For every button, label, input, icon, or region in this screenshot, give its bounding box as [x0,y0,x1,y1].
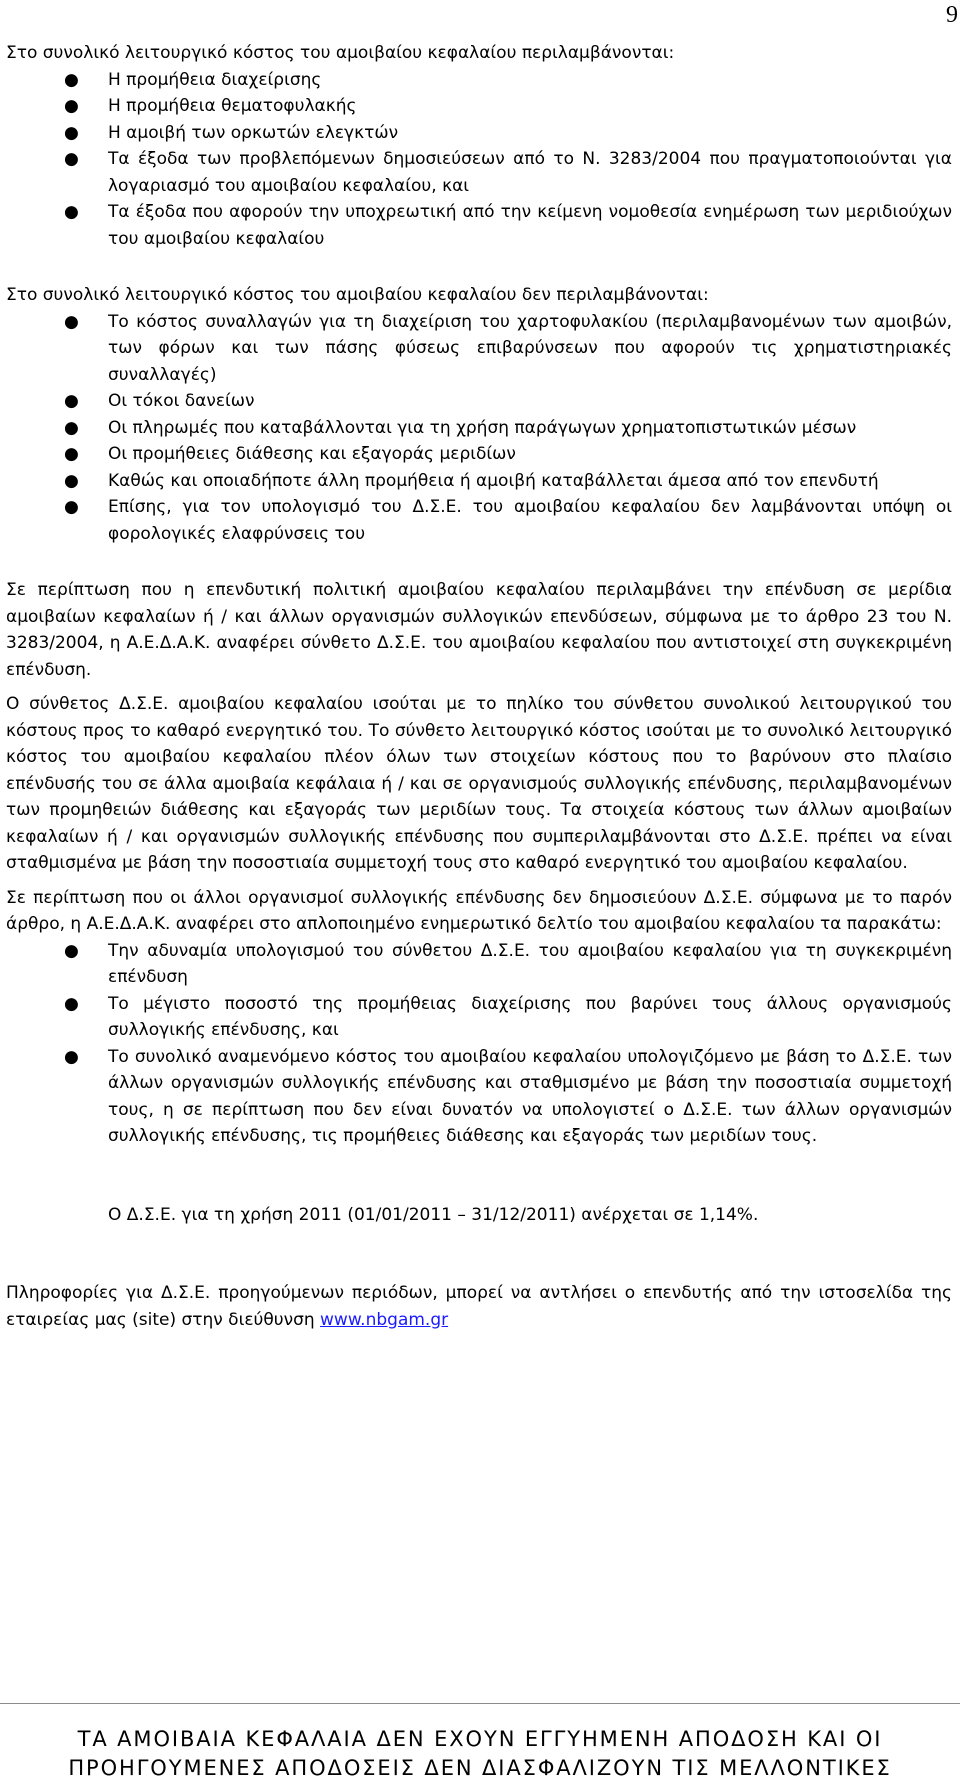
bullet-icon: ● [64,497,79,517]
section3-intro: Σε περίπτωση που οι άλλοι οργανισμοί συλλογικής επένδυσης δεν δημοσιεύουν Δ.Σ.Ε. σύμφωνα με το παρόν άρθρο, η Α.Ε.Δ.Α.Κ. αναφέρει στο απλοποιημένο ενημερωτικό δελτίο του αμοιβαίου κεφαλαίου τα παρακάτω: [6,887,952,934]
bullet-icon: ● [64,122,79,143]
paragraph-fund-of-funds: Σε περίπτωση που η επενδυτική πολιτική αμοιβαίου κεφαλαίου περιλαμβάνει την επένδυση σε μερίδια αμοιβαίων κεφαλαίων ή / και άλλων οργανισμών συλλογικών επενδύσεων, σύμφωνα με το άρθρο 23 του Ν. 3283/2004, η Α.Ε.Δ.Α.Κ. αναφέρει σύνθετο Δ.Σ.Ε. του αμοιβαίου κεφαλαίου που αντιστοιχεί στη συγκεκριμένη επένδυση. [6,580,952,680]
bullet-icon: ● [64,311,79,332]
ter-statement: Ο Δ.Σ.Ε. για τη χρήση 2011 (01/01/2011 – 31/12/2011) ανέρχεται σε 1,14%. [108,1204,759,1225]
bullet-icon: ● [64,417,79,438]
bullet-icon: ● [64,1046,79,1067]
bullet-icon: ● [64,202,79,222]
section2-intro: Στο συνολικό λειτουργικό κόστος του αμοιβαίου κεφαλαίου δεν περιλαμβάνονται: [6,285,709,305]
section3-list [6,938,952,1150]
list-item: ● Η προμήθεια θεματοφυλακής [6,93,952,120]
list-item: ● Καθώς και οποιαδήποτε άλλη προμήθεια ή αμοιβή καταβάλλεται άμεσα από τον επενδυτή [6,468,952,495]
list-item: ● Η αμοιβή των ορκωτών ελεγκτών [6,120,952,147]
bullet-icon: ● [64,149,79,169]
list-item: ● Η προμήθεια διαχείρισης [6,67,952,94]
list-item: ● Το μέγιστο ποσοστό της προμήθειας διαχείρισης που βαρύνει τους άλλους οργανισμούς συλλογικής επένδυσης, και [6,991,952,1044]
info-paragraph [6,1280,952,1333]
list-item: ● Οι προμήθειες διάθεσης και εξαγοράς μεριδίων [6,441,952,468]
footer-line: ΤΑ ΑΜΟΙΒΑΙΑ ΚΕΦΑΛΑΙΑ ΔΕΝ ΕΧΟΥΝ ΕΓΓΥΗΜΕΝΗ ΑΠΟΔΟΣΗ ΚΑΙ ΟΙ [77,1727,883,1751]
info-text: Πληροφορίες για Δ.Σ.Ε. προηγούμενων περιόδων, μπορεί να αντλήσει ο επενδυτής από την ιστοσελίδα της εταιρείας μας (site) στην διεύθυνση [6,1283,952,1330]
page-number: 9 [946,2,958,28]
bullet-icon: ● [64,69,79,90]
list-item: ● Το κόστος συναλλαγών για τη διαχείριση του χαρτοφυλακίου (περιλαμβανομένων των αμοιβών, των φόρων και των πάσης φύσεως επιβαρύνσεων που αφορούν τις χρηματιστηριακές συναλλαγές) [6,309,952,389]
list-item: ● Τα έξοδα που αφορούν την υποχρεωτική από την κείμενη νομοθεσία ενημέρωση των μεριδιούχων του αμοιβαίου κεφαλαίου [6,199,952,252]
website-link[interactable]: www.nbgam.gr [320,1309,449,1330]
footer-disclaimer [0,1725,960,1783]
list-item: ● Τα έξοδα των προβλεπόμενων δημοσιεύσεων από το Ν. 3283/2004 που πραγματοποιούνται για λογαριασμό του αμοιβαίου κεφαλαίου, και [6,146,952,199]
footer-line: ΠΡΟΗΓΟΥΜΕΝΕΣ ΑΠΟΔΟΣΕΙΣ ΔΕΝ ΔΙΑΣΦΑΛΙΖΟΥΝ ΤΙΣ ΜΕΛΛΟΝΤΙΚΕΣ [68,1756,892,1780]
section1-list [6,67,952,253]
section2-list [6,309,952,548]
bullet-icon: ● [64,940,79,961]
bullet-icon: ● [64,470,79,491]
paragraph-composite-ter: Ο σύνθετος Δ.Σ.Ε. αμοιβαίου κεφαλαίου ισούται με το πηλίκο του σύνθετου συνολικού λειτουργικού του κόστους προς το καθαρό ενεργητικό του. Το σύνθετο λειτουργικό κόστος ισούται με το συνολικό λειτουργικό κόστος του αμοιβαίου κεφαλαίου πλέον όλων των στοιχείων κόστους που το βαρύνουν στο πλαίσιο επένδυσής του σε άλλα αμοιβαία κεφάλαια ή / και σε οργανισμούς συλλογικής επένδυσης, περιλαμβανομένων των προμηθειών διάθεσης και εξαγοράς των μεριδίων τους. Τα στοιχεία κόστους των άλλων αμοιβαίων κεφαλαίων ή / και οργανισμών συλλογικής επένδυσης που συμπεριλαμβάνονται στο Δ.Σ.Ε. πρέπει να είναι σταθμισμένα με βάση την ποσοστιαία συμμετοχή τους στο καθαρό ενεργητικό του αμοιβαίου κεφαλαίου. [6,694,952,873]
list-item: ● Οι τόκοι δανείων [6,388,952,415]
bullet-icon: ● [64,391,79,411]
list-item: ● Το συνολικό αναμενόμενο κόστος του αμοιβαίου κεφαλαίου υπολογιζόμενο με βάση το Δ.Σ.Ε. των άλλων οργανισμών συλλογικής επένδυσης και σταθμισμένο με βάση την ποσοστιαία συμμετοχή τους, η σε περίπτωση που δεν είναι δυνατόν να υπολογιστεί ο Δ.Σ.Ε. των άλλων οργανισμών συλλογικής επένδυσης, τις προμήθειες διάθεσης και εξαγοράς των μεριδίων τους. [6,1044,952,1150]
section1-intro: Στο συνολικό λειτουργικό κόστος του αμοιβαίου κεφαλαίου περιλαμβάνονται: [6,43,675,63]
document-body [6,40,952,1333]
bullet-icon: ● [64,993,79,1014]
list-item: ● Επίσης, για τον υπολογισμό του Δ.Σ.Ε. του αμοιβαίου κεφαλαίου δεν λαμβάνονται υπόψη οι φορολογικές ελαφρύνσεις του [6,494,952,547]
bullet-icon: ● [64,96,79,116]
footer-divider [0,1703,960,1704]
bullet-icon: ● [64,444,79,464]
list-item: ● Οι πληρωμές που καταβάλλονται για τη χρήση παράγωγων χρηματοπιστωτικών μέσων [6,415,952,442]
list-item: ● Την αδυναμία υπολογισμού του σύνθετου Δ.Σ.Ε. του αμοιβαίου κεφαλαίου για τη συγκεκριμένη επένδυση [6,938,952,991]
